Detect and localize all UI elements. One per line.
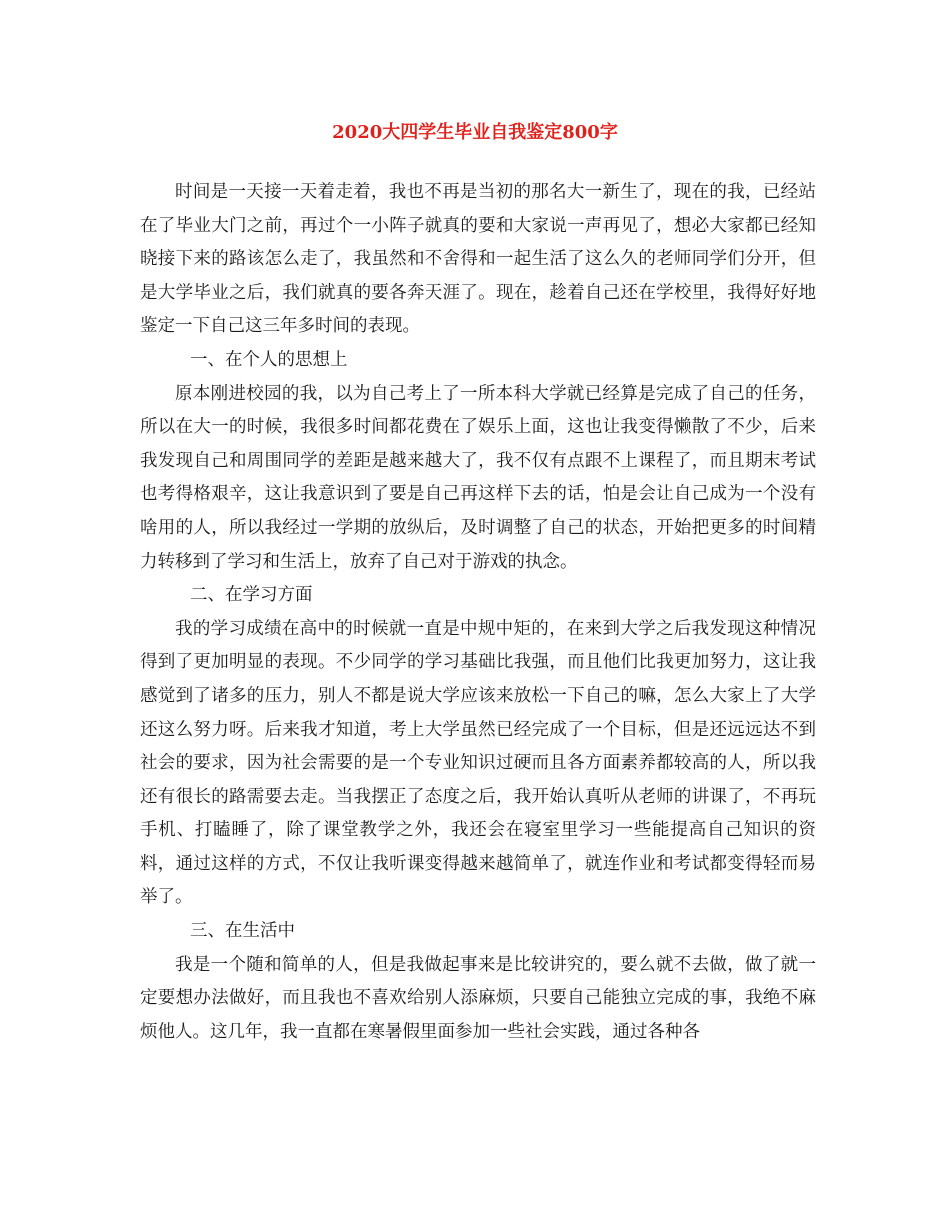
paragraph-thought: 原本刚进校园的我，以为自己考上了一所本科大学就已经算是完成了自己的任务，所以在大一的时候，我很多时间都花费在了娱乐上面，这也让我变得懒散了不少，后来我发现自己和周围同学的差距是越来越大了，我不仅有点跟不上课程了，而且期末考试也考得格艰辛，这让我意识到了要是自己再这样下去的话，怕是会让自己成为一个没有啥用的人，所以我经过一学期的放纵后，及时调整了自己的状态，开始把更多的时间精力转移到了学习和生活上，放弃了自己对于游戏的执念。 — [140, 383, 816, 572]
paragraph-intro: 时间是一天接一天着走着，我也不再是当初的那名大一新生了，现在的我，已经站在了毕业大门之前，再过个一小阵子就真的要和大家说一声再见了，想必大家都已经知晓接下来的路该怎么走了，我虽然和不舍得和一起生活了这么久的老师同学们分开，但是大学毕业之后，我们就真的要各奔天涯了。现在，趁着自己还在学校里，我得好好地鉴定一下自己这三年多时间的表现。 — [140, 182, 816, 337]
section-heading-life: 三、在生活中 — [190, 921, 295, 942]
document-body — [140, 176, 816, 1049]
paragraph-life: 我是一个随和简单的人，但是我做起事来是比较讲究的，要么就不去做，做了就一定要想办法做好，而且我也不喜欢给别人添麻烦，只要自己能独立完成的事，我绝不麻烦他人。这几年，我一直都在寒暑假里面参加一些社会实践，通过各种各 — [140, 954, 816, 1042]
document-title: 2020大四学生毕业自我鉴定800字 — [332, 122, 618, 143]
section-heading-study: 二、在学习方面 — [190, 585, 313, 606]
paragraph-study: 我的学习成绩在高中的时候就一直是中规中矩的，在来到大学之后我发现这种情况得到了更加明显的表现。不少同学的学习基础比我强，而且他们比我更加努力，这让我感觉到了诸多的压力，别人不都是说大学应该来放松一下自己的嘛，怎么大家上了大学还这么努力呀。后来我才知道，考上大学虽然已经完成了一个目标，但是还远远达不到社会的要求，因为社会需要的是一个专业知识过硬而且各方面素养都较高的人，所以我还有很长的路需要去走。当我摆正了态度之后，我开始认真听从老师的讲课了，不再玩手机、打瞌睡了，除了课堂教学之外，我还会在寝室里学习一些能提高自己知识的资料，通过这样的方式，不仅让我听课变得越来越简单了，就连作业和考试都变得轻而易举了。 — [140, 618, 816, 908]
section-heading-thought: 一、在个人的思想上 — [190, 349, 348, 370]
